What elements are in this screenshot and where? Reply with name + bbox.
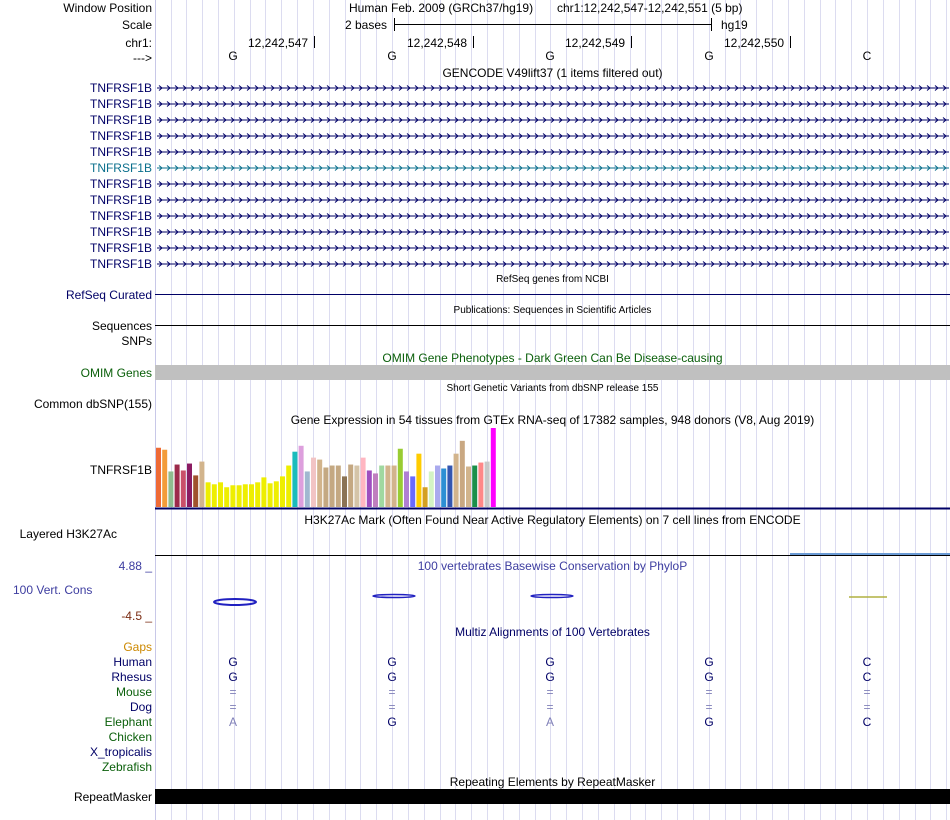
aligned-base: G	[228, 655, 238, 669]
multiz-track-title[interactable]: Multiz Alignments of 100 Vertebrates	[455, 625, 650, 639]
aligned-base: C	[862, 715, 872, 729]
aligned-base: =	[705, 700, 713, 714]
aligned-base: G	[387, 715, 397, 729]
repeatmasker-track-title[interactable]: Repeating Elements by RepeatMasker	[449, 775, 656, 789]
species-label[interactable]: Chicken	[108, 730, 152, 744]
gtex-tissue-bar[interactable]	[491, 428, 496, 507]
aligned-base: A	[228, 715, 237, 729]
phylop-min-label: -4.5 _	[121, 609, 152, 623]
refseq-gene-line[interactable]	[155, 294, 950, 295]
gencode-transcript[interactable]	[157, 261, 949, 267]
species-label[interactable]: Dog	[129, 700, 152, 714]
species-label[interactable]: Human	[113, 655, 152, 669]
gtex-tissue-bar[interactable]	[348, 465, 353, 507]
gencode-gene-label[interactable]: TNFRSF1B	[89, 257, 152, 271]
gtex-tissue-bar[interactable]	[299, 446, 304, 507]
gtex-tissue-bar[interactable]	[156, 448, 161, 507]
gtex-tissue-bar[interactable]	[274, 481, 279, 507]
gtex-tissue-bar[interactable]	[354, 466, 359, 507]
gencode-track-title[interactable]: GENCODE V49lift37 (1 items filtered out)	[442, 66, 663, 80]
h3k27ac-track-title[interactable]: H3K27Ac Mark (Often Found Near Active Regulatory Elements) on 7 cell lines from ENCODE	[304, 513, 801, 527]
gencode-gene-label[interactable]: TNFRSF1B	[89, 209, 152, 223]
ref-base: G	[387, 49, 397, 63]
scale-bar	[394, 24, 712, 25]
sequences-line[interactable]	[155, 325, 950, 326]
aligned-base: C	[862, 655, 872, 669]
gencode-transcript[interactable]	[157, 181, 949, 187]
dbsnp-track-title[interactable]: Short Genetic Variants from dbSNP release 155	[446, 383, 659, 394]
gencode-gene-label[interactable]: TNFRSF1B	[89, 81, 152, 95]
gtex-tissue-bar[interactable]	[423, 487, 428, 507]
gtex-gene-label[interactable]: TNFRSF1B	[89, 463, 152, 477]
strand-label: --->	[133, 51, 152, 65]
gtex-track-title[interactable]: Gene Expression in 54 tissues from GTEx RNA-seq of 17382 samples, 948 donors (V8, Aug 2019)	[290, 413, 815, 427]
aligned-base: G	[387, 670, 397, 684]
gencode-gene-label[interactable]: TNFRSF1B	[89, 241, 152, 255]
gencode-transcript[interactable]	[157, 165, 949, 171]
gtex-expression-chart[interactable]	[155, 428, 950, 510]
aligned-base: G	[228, 670, 238, 684]
gtex-tissue-bar[interactable]	[305, 471, 310, 507]
gencode-gene-label[interactable]: TNFRSF1B	[89, 193, 152, 207]
omim-label[interactable]: OMIM Genes	[80, 366, 152, 380]
phylop-label[interactable]: 100 Vert. Cons	[13, 583, 93, 597]
sequences-label[interactable]: Sequences	[91, 319, 152, 333]
gtex-tissue-bar[interactable]	[162, 450, 167, 507]
gtex-tissue-bar[interactable]	[317, 460, 322, 507]
gencode-transcript[interactable]	[157, 245, 949, 251]
publications-track-title[interactable]: Publications: Sequences in Scientific Articles	[453, 305, 652, 316]
repeatmasker-feature-bar[interactable]	[155, 789, 950, 804]
repeatmasker-label[interactable]: RepeatMasker	[73, 790, 152, 804]
gtex-tissue-bar[interactable]	[286, 466, 291, 507]
aligned-base: G	[704, 655, 714, 669]
gtex-tissue-bar[interactable]	[237, 485, 242, 507]
aligned-base: =	[229, 700, 237, 714]
gtex-tissue-bar[interactable]	[466, 467, 471, 507]
gaps-label[interactable]: Gaps	[123, 640, 152, 654]
gencode-gene-label[interactable]: TNFRSF1B	[89, 113, 152, 127]
gtex-tissue-bar[interactable]	[398, 449, 403, 507]
aligned-base: =	[388, 700, 396, 714]
gencode-transcript[interactable]	[157, 117, 949, 123]
omim-track-title[interactable]: OMIM Gene Phenotypes - Dark Green Can Be Disease-causing	[382, 351, 723, 365]
gtex-tissue-bar[interactable]	[193, 475, 198, 507]
dbsnp-label[interactable]: Common dbSNP(155)	[33, 397, 152, 411]
gtex-tissue-bar[interactable]	[454, 454, 459, 507]
gtex-tissue-bar[interactable]	[373, 473, 378, 507]
gencode-gene-label[interactable]: TNFRSF1B	[89, 161, 152, 175]
gtex-tissue-bar[interactable]	[416, 454, 421, 507]
gtex-tissue-bar[interactable]	[268, 483, 273, 507]
aligned-base: =	[863, 700, 871, 714]
phylop-max-label: 4.88 _	[118, 559, 152, 573]
gtex-tissue-bar[interactable]	[435, 466, 440, 507]
gencode-gene-label[interactable]: TNFRSF1B	[89, 97, 152, 111]
coord-tick	[314, 36, 315, 48]
gtex-tissue-bar[interactable]	[187, 464, 192, 507]
gtex-tissue-bar[interactable]	[485, 462, 490, 507]
aligned-base: G	[704, 670, 714, 684]
gtex-tissue-bar[interactable]	[385, 466, 390, 507]
gtex-tissue-bar[interactable]	[472, 466, 477, 507]
gtex-tissue-bar[interactable]	[261, 477, 266, 507]
gencode-transcript[interactable]	[157, 133, 949, 139]
coord-label: 12,242,550	[724, 36, 785, 50]
aligned-base: G	[545, 655, 555, 669]
scale-bar-right-tick	[711, 18, 712, 31]
genomic-position[interactable]: chr1:12,242,547-12,242,551 (5 bp)	[557, 1, 743, 15]
aligned-base: A	[545, 715, 554, 729]
species-label[interactable]: Mouse	[115, 685, 152, 699]
gencode-gene-label[interactable]: TNFRSF1B	[89, 145, 152, 159]
gtex-tissue-bar[interactable]	[429, 471, 434, 507]
h3k27ac-signal	[790, 553, 950, 555]
ref-base: G	[228, 49, 238, 63]
scale-db: hg19	[721, 18, 748, 32]
aligned-base: C	[862, 670, 872, 684]
assembly-name: Human Feb. 2009 (GRCh37/hg19)	[349, 1, 534, 15]
aligned-base: G	[545, 670, 555, 684]
gtex-tissue-bar[interactable]	[379, 466, 384, 507]
gencode-transcript[interactable]	[157, 213, 949, 219]
gencode-transcript[interactable]	[157, 197, 949, 203]
aligned-base: G	[704, 715, 714, 729]
aligned-base: =	[546, 700, 554, 714]
gtex-tissue-bar[interactable]	[206, 482, 211, 507]
gtex-tissue-bar[interactable]	[311, 458, 316, 507]
window-position-label: Window Position	[63, 1, 152, 15]
gencode-transcript[interactable]	[157, 85, 949, 91]
scale-value: 2 bases	[345, 18, 388, 32]
gtex-tissue-bar[interactable]	[212, 484, 217, 507]
refseq-track-title[interactable]: RefSeq genes from NCBI	[496, 274, 609, 285]
scale-label: Scale	[121, 18, 152, 32]
gtex-tissue-bar[interactable]	[361, 458, 366, 507]
gencode-gene-label[interactable]: TNFRSF1B	[89, 225, 152, 239]
species-label[interactable]: Rhesus	[111, 670, 152, 684]
ref-base: C	[862, 49, 872, 63]
gtex-tissue-bar[interactable]	[342, 476, 347, 507]
phylop-signal	[155, 588, 950, 612]
gtex-tissue-bar[interactable]	[392, 466, 397, 507]
gtex-tissue-bar[interactable]	[330, 466, 335, 507]
aligned-base: =	[388, 685, 396, 699]
gtex-tissue-bar[interactable]	[292, 452, 297, 507]
gtex-tissue-bar[interactable]	[181, 470, 186, 507]
phylop-track-title[interactable]: 100 vertebrates Basewise Conservation by PhyloP	[417, 559, 688, 573]
species-label[interactable]: Zebrafish	[101, 760, 152, 774]
coord-label: 12,242,549	[565, 36, 626, 50]
gtex-tissue-bar[interactable]	[199, 462, 204, 507]
species-label[interactable]: X_tropicalis	[89, 745, 152, 759]
gtex-tissue-bar[interactable]	[218, 482, 223, 507]
gtex-tissue-bar[interactable]	[280, 476, 285, 507]
snps-label[interactable]: SNPs	[121, 334, 152, 348]
gencode-transcript[interactable]	[157, 229, 949, 235]
gtex-tissue-bar[interactable]	[447, 466, 452, 507]
refseq-label[interactable]: RefSeq Curated	[65, 288, 152, 302]
gtex-tissue-bar[interactable]	[230, 485, 235, 507]
gencode-transcript[interactable]	[157, 149, 949, 155]
gtex-tissue-bar[interactable]	[224, 487, 229, 507]
gtex-tissue-bar[interactable]	[404, 471, 409, 507]
gtex-tissue-bar[interactable]	[336, 466, 341, 507]
gtex-tissue-bar[interactable]	[460, 441, 465, 507]
h3k27ac-baseline	[155, 555, 950, 556]
aligned-base: =	[863, 685, 871, 699]
gtex-tissue-bar[interactable]	[410, 476, 415, 507]
coord-tick	[473, 36, 474, 48]
omim-feature-bar[interactable]	[155, 365, 950, 380]
aligned-base: =	[229, 685, 237, 699]
gencode-transcript[interactable]	[157, 101, 949, 107]
gtex-tissue-bar[interactable]	[249, 484, 254, 507]
species-label[interactable]: Elephant	[104, 715, 152, 729]
ref-base: G	[704, 49, 714, 63]
aligned-base: =	[546, 685, 554, 699]
chrom-label: chr1:	[125, 36, 152, 50]
gencode-gene-label[interactable]: TNFRSF1B	[89, 129, 152, 143]
gtex-tissue-bar[interactable]	[323, 468, 328, 508]
gtex-tissue-bar[interactable]	[175, 465, 180, 507]
ref-base: G	[545, 49, 555, 63]
aligned-base: =	[705, 685, 713, 699]
coord-label: 12,242,548	[407, 36, 468, 50]
gtex-tissue-bar[interactable]	[168, 471, 173, 507]
gencode-gene-label[interactable]: TNFRSF1B	[89, 177, 152, 191]
gtex-tissue-bar[interactable]	[478, 463, 483, 507]
gtex-tissue-bar[interactable]	[255, 482, 260, 507]
h3k27ac-label[interactable]: Layered H3K27Ac	[19, 527, 117, 541]
gtex-tissue-bar[interactable]	[367, 470, 372, 507]
coord-tick	[790, 36, 791, 48]
gtex-tissue-bar[interactable]	[243, 484, 248, 507]
aligned-base: G	[387, 655, 397, 669]
gtex-tissue-bar[interactable]	[441, 468, 446, 507]
coord-label: 12,242,547	[248, 36, 309, 50]
coord-tick	[631, 36, 632, 48]
